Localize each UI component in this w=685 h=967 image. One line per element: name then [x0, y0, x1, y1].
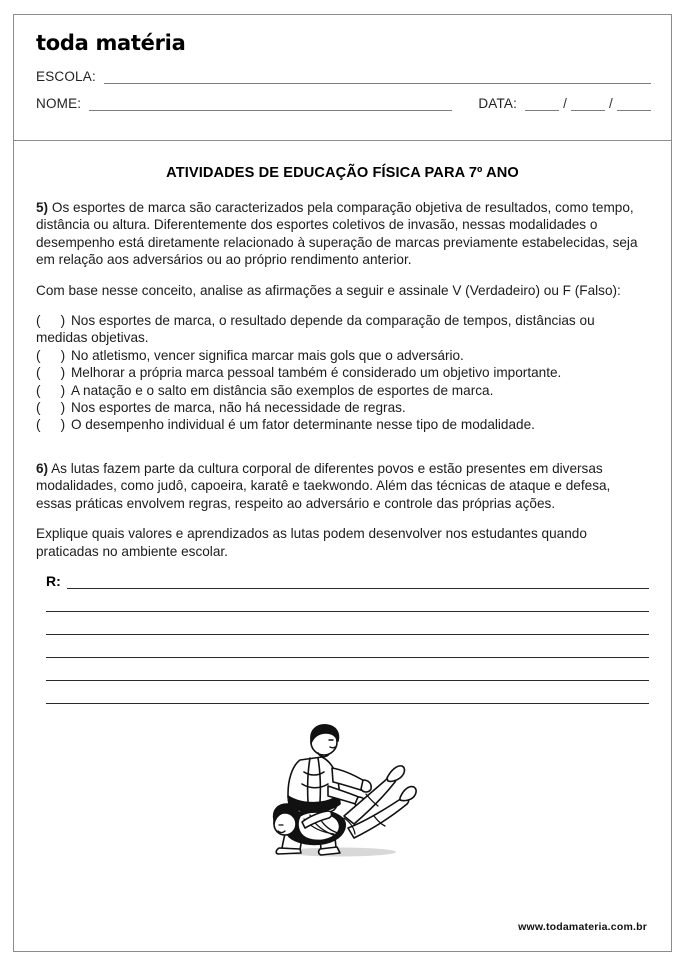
- checkbox-marker[interactable]: ( ): [36, 382, 71, 398]
- answer-label: R:: [46, 572, 61, 589]
- true-false-item-label: Nos esportes de marca, o resultado depende da comparação de tempos, distâncias ou medidas objetivas.: [36, 313, 595, 346]
- page-title: ATIVIDADES DE EDUCAÇÃO FÍSICA PARA 7º ANO: [166, 165, 519, 181]
- true-false-item-label: O desempenho individual é um fator determinante nesse tipo de modalidade.: [70, 417, 535, 433]
- worksheet-content: [14, 141, 671, 862]
- judo-throw-illustration: [36, 712, 649, 862]
- checkbox-marker[interactable]: ( ): [36, 347, 71, 363]
- true-false-item[interactable]: [36, 347, 649, 364]
- answer-write-line[interactable]: [46, 681, 649, 704]
- true-false-item-label: Nos esportes de marca, não há necessidade de regras.: [70, 400, 406, 416]
- question-5-number: 5): [36, 200, 49, 215]
- checkbox-marker[interactable]: ( ): [36, 400, 71, 416]
- true-false-item[interactable]: [36, 416, 649, 433]
- answer-write-line[interactable]: [67, 578, 649, 589]
- date-label: DATA:: [478, 96, 518, 111]
- answer-line-row-1: [36, 574, 649, 589]
- name-input-line[interactable]: [89, 98, 452, 111]
- date-separator-2: /: [609, 96, 613, 111]
- date-year-input-line[interactable]: [617, 98, 651, 111]
- answer-write-line[interactable]: [46, 612, 649, 635]
- question-6-text: As lutas fazem parte da cultura corporal de diferentes povos e estão presentes em diversas modalidades, como judô, capoeira, karatê e taekwondo. Além das técnicas de ataque e defesa, essas práticas envolvem regras, respeito ao adversário e controle das próprias ações.: [36, 460, 611, 511]
- judo-throw-svg: [248, 712, 438, 862]
- true-false-item-label: No atletismo, vencer significa marcar mais gols que o adversário.: [70, 347, 464, 363]
- school-input-line[interactable]: [104, 71, 651, 84]
- true-false-item[interactable]: [36, 399, 649, 416]
- true-false-item[interactable]: [36, 382, 649, 399]
- true-false-item[interactable]: [36, 364, 649, 381]
- date-month-input-line[interactable]: [571, 98, 605, 111]
- worksheet-page: [13, 14, 672, 952]
- checkbox-marker[interactable]: ( ): [36, 313, 71, 329]
- question-5-instruction: Com base nesse conceito, analise as afirmações a seguir e assinale V (Verdadeiro) ou F (Falso):: [36, 282, 621, 298]
- checkbox-marker[interactable]: ( ): [36, 417, 71, 433]
- true-false-item-label: A natação e o salto em distância são exemplos de esportes de marca.: [70, 382, 494, 398]
- name-date-field-row: [36, 96, 651, 111]
- answer-write-line[interactable]: [46, 589, 649, 612]
- true-false-item[interactable]: [36, 312, 649, 347]
- answer-block: [36, 574, 649, 704]
- school-field-row: [36, 69, 651, 84]
- name-label: NOME:: [36, 96, 82, 111]
- date-day-input-line[interactable]: [525, 98, 559, 111]
- date-separator-1: /: [563, 96, 568, 111]
- question-6-statement: [36, 460, 649, 512]
- checkbox-marker[interactable]: ( ): [36, 365, 71, 381]
- school-label: ESCOLA:: [36, 69, 96, 84]
- true-false-item-label: Melhorar a própria marca pessoal também é considerado um objetivo importante.: [70, 365, 562, 381]
- worksheet-header: [14, 15, 671, 141]
- answer-write-line[interactable]: [46, 658, 649, 681]
- question-5-text: Os esportes de marca são caracterizados pela comparação objetiva de resultados, como tempo, distância ou altura. Diferentemente dos esportes coletivos de invasão, nessas modalidades o desempenho está diretamente relacionado à superação de marcas previamente estabelecidas, seja em relação aos adversários ou ao próprio rendimento anterior.: [36, 200, 638, 268]
- question-5-statement: [36, 199, 649, 269]
- brand-logo: toda matéria: [36, 31, 186, 55]
- question-6-instruction: Explique quais valores e aprendizados as lutas podem desenvolver nos estudantes quando praticadas no ambiente escolar.: [36, 526, 587, 559]
- site-url: www.todamateria.com.br: [518, 921, 647, 933]
- answer-write-line[interactable]: [46, 635, 649, 658]
- question-6-number: 6): [36, 460, 49, 476]
- question-spacer: [36, 438, 649, 460]
- true-false-list: [36, 312, 649, 434]
